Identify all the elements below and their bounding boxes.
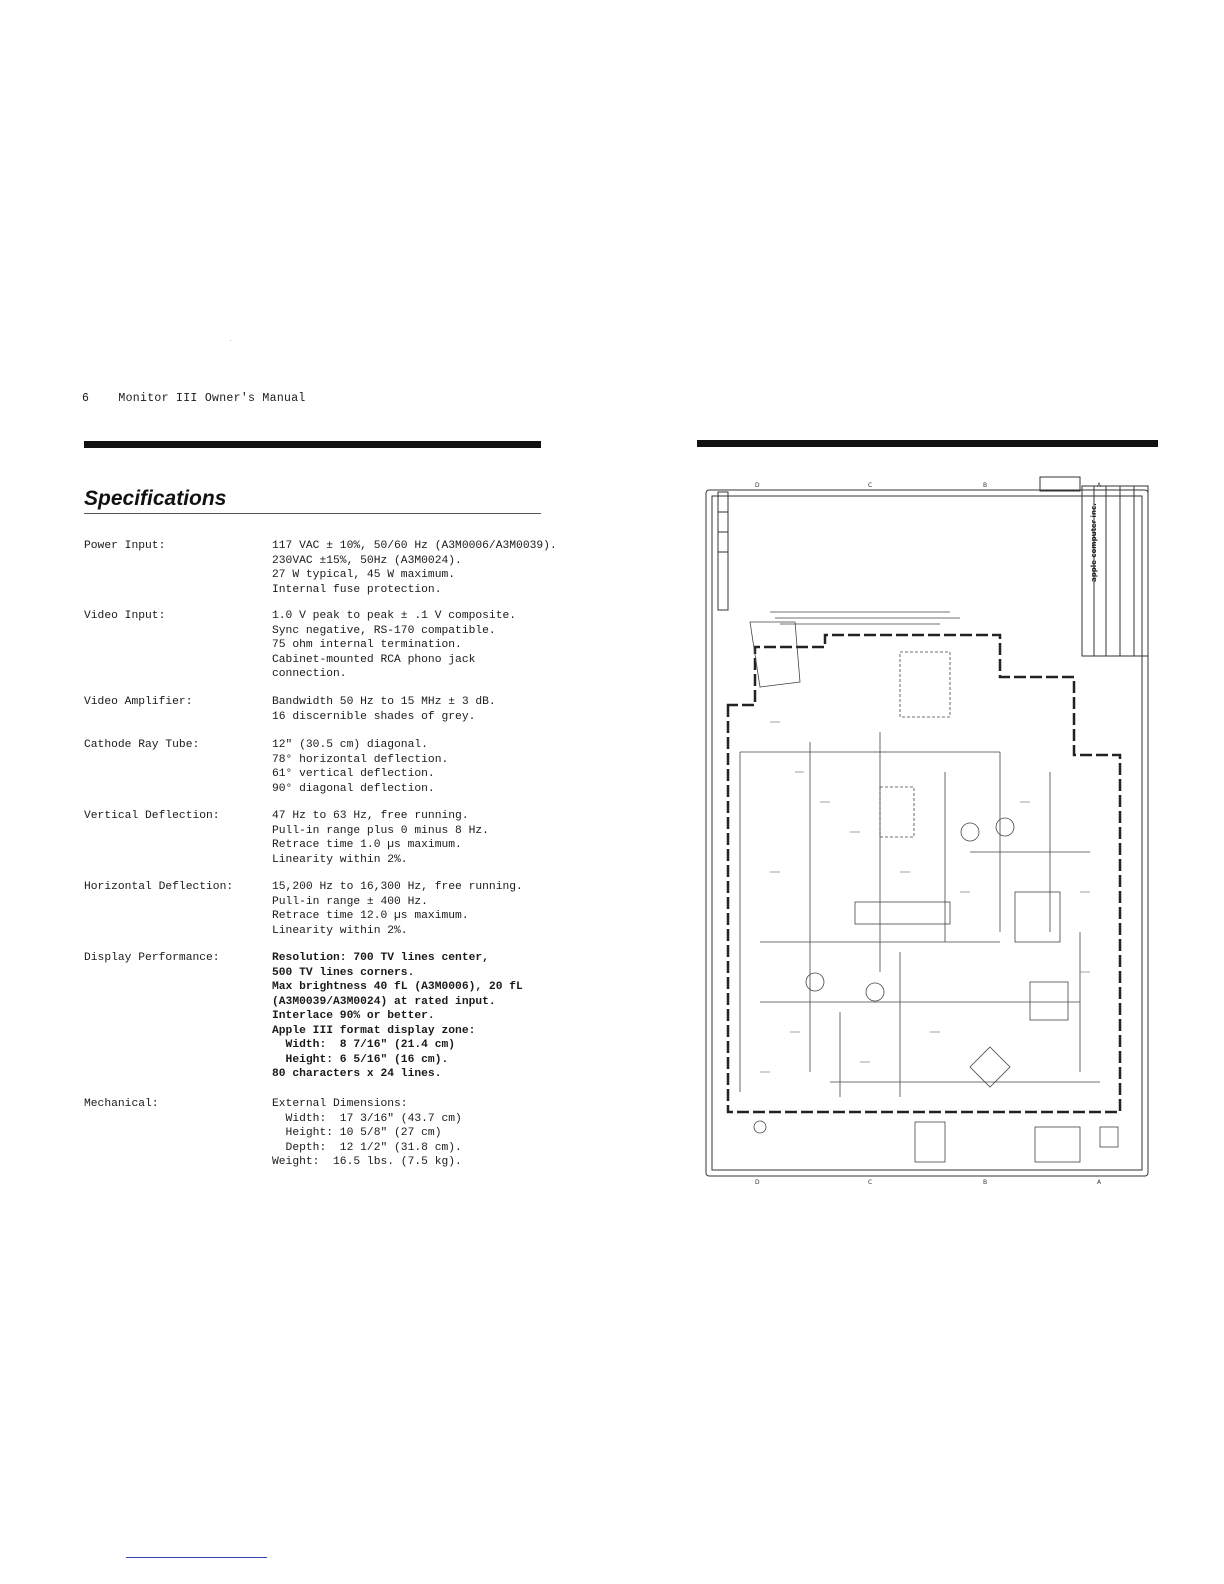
running-title: Monitor III Owner's Manual [118, 392, 306, 405]
spec-label: Horizontal Deflection: [84, 881, 234, 893]
spec-label: Vertical Deflection: [84, 810, 220, 822]
spec-line: 78° horizontal deflection. [272, 753, 449, 766]
spec-line: Pull-in range plus 0 minus 8 Hz. [272, 824, 489, 837]
spec-line: Linearity within 2%. [272, 853, 408, 866]
svg-text:A: A [1097, 1179, 1102, 1186]
top-rule-left [84, 441, 541, 448]
spec-line: External Dimensions: [272, 1098, 408, 1110]
spec-label: Cathode Ray Tube: [84, 739, 200, 751]
spec-line: Depth: 12 1/2" (31.8 cm). [272, 1141, 462, 1154]
spec-line: Internal fuse protection. [272, 583, 442, 596]
spec-line: 90° diagonal deflection. [272, 782, 435, 795]
spec-line: 16 discernible shades of grey. [272, 710, 476, 723]
svg-text:B: B [983, 482, 988, 489]
spec-line: 117 VAC ± 10%, 50/60 Hz (A3M0006/A3M0039). [272, 540, 557, 552]
spec-line: 500 TV lines corners. [272, 966, 415, 979]
spec-label: Video Amplifier: [84, 696, 193, 708]
footer-link-underline [126, 1557, 267, 1558]
spec-line: 15,200 Hz to 16,300 Hz, free running. [272, 881, 523, 893]
spec-line: Sync negative, RS-170 compatible. [272, 624, 496, 637]
svg-text:A: A [1097, 482, 1102, 489]
svg-text:C: C [868, 1179, 873, 1186]
svg-text:D: D [755, 1179, 760, 1186]
scan-speck [230, 340, 231, 341]
spec-label: Power Input: [84, 540, 166, 552]
spec-line: Retrace time 12.0 µs maximum. [272, 910, 469, 922]
spec-line: (A3M0039/A3M0024) at rated input. [272, 995, 496, 1008]
circuit-schematic-icon [700, 472, 1160, 1187]
spec-line: Apple III format display zone: [272, 1024, 476, 1037]
spec-line: Pull-in range ± 400 Hz. [272, 895, 428, 908]
spec-line: Width: 17 3/16" (43.7 cm) [272, 1112, 462, 1125]
spec-line: Weight: 16.5 lbs. (7.5 kg). [272, 1156, 462, 1168]
spec-line: Interlace 90% or better. [272, 1010, 435, 1022]
spec-line: 80 characters x 24 lines. [272, 1068, 442, 1080]
spec-line: Height: 10 5/8" (27 cm) [272, 1127, 442, 1139]
spec-label: Mechanical: [84, 1098, 159, 1110]
spec-line: Width: 8 7/16" (21.4 cm) [272, 1039, 456, 1051]
spec-line: Bandwidth 50 Hz to 15 MHz ± 3 dB. [272, 696, 496, 708]
spec-line: Resolution: 700 TV lines center, [272, 952, 489, 964]
svg-text:B: B [983, 1179, 988, 1186]
svg-text:D: D [755, 482, 760, 489]
spec-line: Max brightness 40 fL (A3M0006), 20 fL [272, 981, 523, 993]
spec-line: 61° vertical deflection. [272, 768, 435, 780]
spec-label: Video Input: [84, 610, 166, 622]
spec-line: Retrace time 1.0 µs maximum. [272, 839, 462, 851]
spec-line: 47 Hz to 63 Hz, free running. [272, 810, 469, 822]
spec-line: 12" (30.5 cm) diagonal. [272, 739, 428, 751]
spec-line: 230VAC ±15%, 50Hz (A3M0024). [272, 554, 462, 567]
spec-line: connection. [272, 668, 347, 680]
top-rule-right [697, 440, 1158, 447]
spec-line: 1.0 V peak to peak ± .1 V composite. [272, 610, 517, 622]
spec-line: 27 W typical, 45 W maximum. [272, 569, 456, 581]
svg-text:C: C [868, 482, 873, 489]
spec-line: Cabinet-mounted RCA phono jack [272, 653, 476, 666]
svg-text:apple computer inc.: apple computer inc. [1090, 503, 1098, 582]
spec-line: Linearity within 2%. [272, 924, 408, 937]
spec-line: Height: 6 5/16" (16 cm). [272, 1053, 449, 1066]
running-header [82, 392, 306, 405]
section-title: Specifications [84, 487, 227, 510]
title-underline [84, 513, 541, 514]
page-number: 6 [82, 392, 90, 405]
spec-label: Display Performance: [84, 952, 220, 964]
spec-line: 75 ohm internal termination. [272, 639, 462, 651]
